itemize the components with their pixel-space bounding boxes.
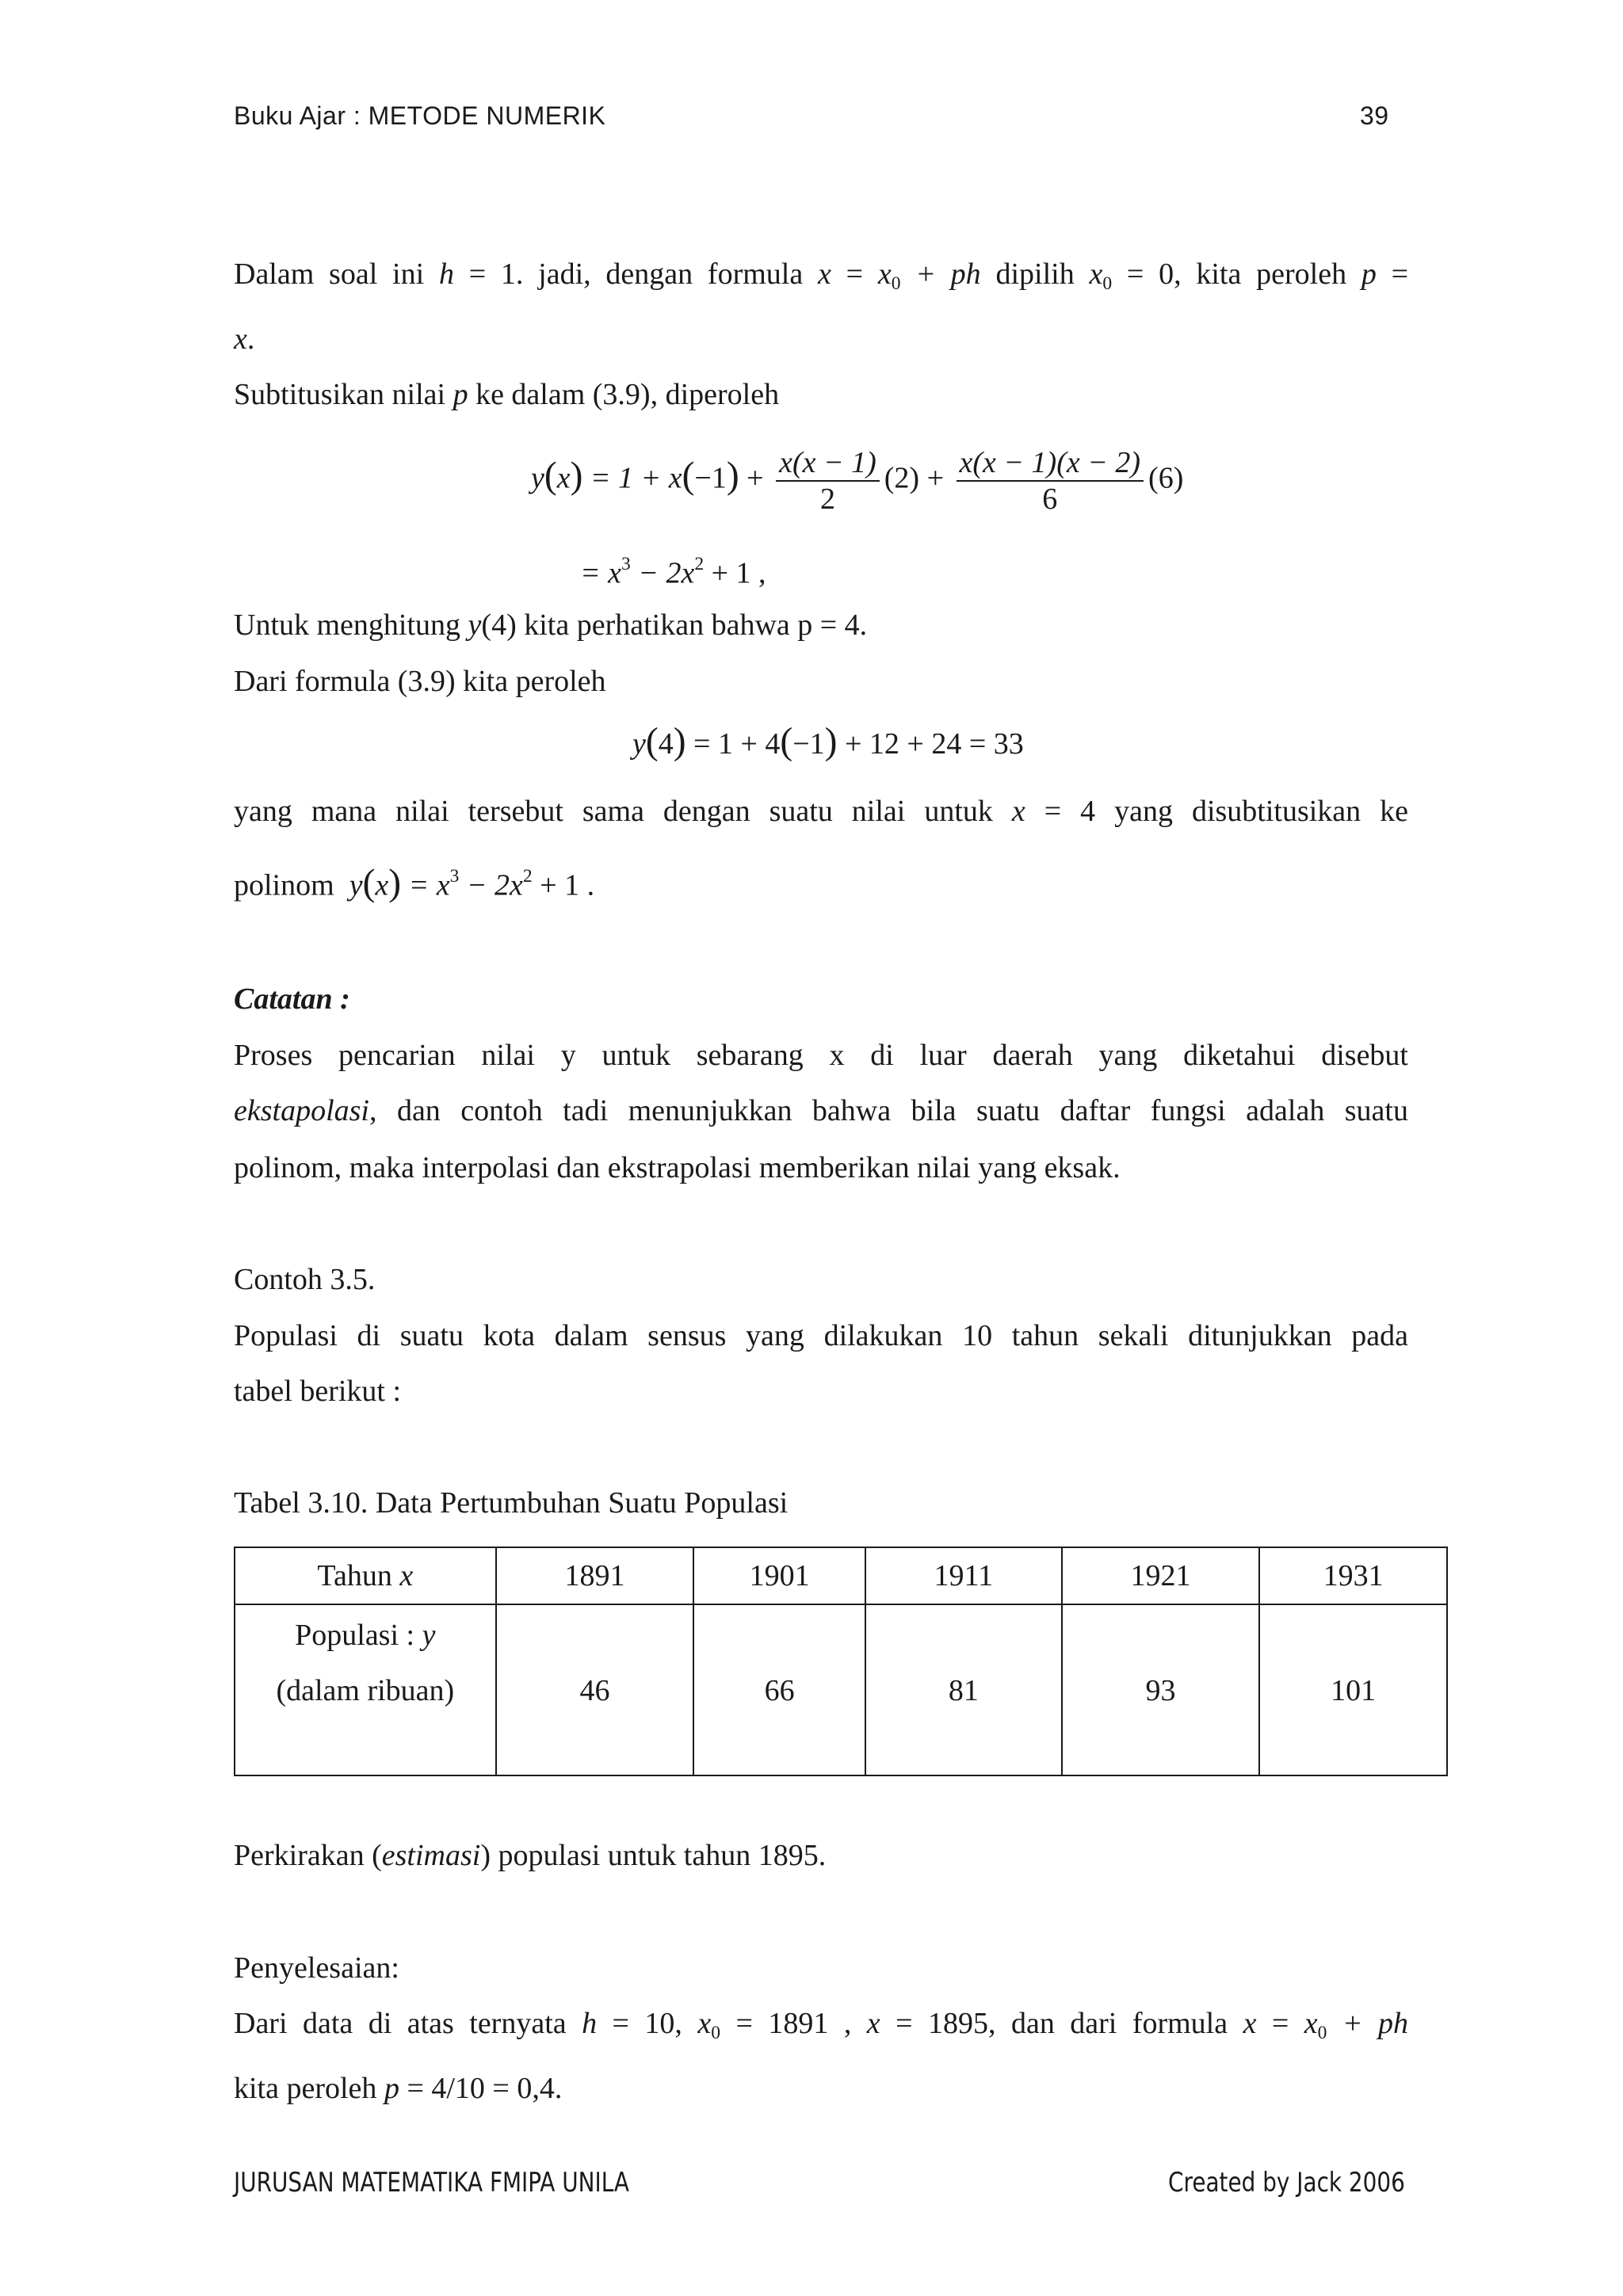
example-heading: Contoh 3.5. [234,1263,376,1296]
table-row [235,1604,1447,1775]
text-run: = [1391,257,1409,291]
table-caption: Tabel 3.10. Data Pertumbuhan Suatu Populasi [234,1486,789,1520]
paragraph-line: Dari formula (3.9) kita peroleh [234,665,606,698]
table-header-cell: Populasi : y (dalam ribuan) [235,1604,496,1775]
table-cell: 1901 [693,1547,865,1604]
table-cell: 101 [1259,1604,1447,1775]
running-header: Buku Ajar : METODE NUMERIK [234,101,606,130]
paragraph-line: polinom, maka interpolasi dan ekstrapolasi memberikan nilai yang eksak. [234,1151,1121,1184]
equation-y4: y(4) = 1 + 4(−1) + 12 + 24 = 33 [632,721,1024,762]
paragraph-line: x. [234,322,255,356]
formula-inline: $x = x_0$ + ph [1243,2007,1408,2044]
table-cell: 1931 [1259,1547,1447,1604]
equation-polynomial: = $x^3 - 2x^2 + 1$ , [580,554,766,590]
text-run: dipilih [995,257,1075,291]
paragraph-line: yang mana nilai tersebut sama dengan suatu nilai untuk x = 4 yang disubtitusikan ke [234,795,1409,828]
fraction: $\frac{x(x - 1)}{2}$ [776,445,880,517]
table-header-cell: Tahun x [235,1547,496,1604]
table-cell: 1891 [496,1547,694,1604]
text-run: Dalam soal ini [234,257,425,291]
paragraph-line: polinom $y(x) = x^3 - 2x^2 + 1$ . [234,862,595,904]
paragraph-line: Untuk menghitung y(4) kita perhatikan bahwa p = 4. [234,608,868,642]
paragraph-line: ekstapolasi, dan contoh tadi menunjukkan bahwa bila suatu daftar fungsi adalah suatu [234,1094,1408,1127]
table-cell: 81 [865,1604,1062,1775]
table-cell: 1911 [865,1547,1062,1604]
table-row [235,1547,1447,1604]
page-number: 39 [1360,101,1389,130]
table-cell: 66 [693,1604,865,1775]
paragraph-line [234,255,1408,303]
paragraph-line: tabel berikut : [234,1375,402,1408]
paragraph-line: Proses pencarian nilai y untuk sebarang x di luar daerah yang diketahui disebut [234,1039,1408,1072]
footer-department: JURUSAN MATEMATIKA FMIPA UNILA [234,2167,629,2199]
note-heading: Catatan : [234,982,350,1016]
population-table [234,1547,1448,1776]
solution-heading: Penyelesaian: [234,1951,399,1985]
text-run: = 1. jadi, dengan formula [453,257,804,291]
paragraph-line: Populasi di suatu kota dalam sensus yang dilakukan 10 tahun sekali ditunjukkan pada [234,1319,1408,1352]
table-cell: 46 [496,1604,694,1775]
x0-equals: $x_0 = 0$ [1089,257,1174,295]
equation-y-x: y(x) = 1 + x(−1) + $\frac{x(x - 1)}{2}$ (2) + $\frac{x(x - 1)(x - 2)}{6}$ (6) [531,446,1184,516]
text-run: h [438,257,454,291]
formula-inline: $x = x_0$ + ph [818,257,981,295]
paragraph-line: Subtitusikan nilai p ke dalam (3.9), diperoleh [234,378,780,411]
paragraph-line: kita peroleh p = 4/10 = 0,4. [234,2072,563,2105]
text-run: p [1361,257,1377,291]
paragraph-line: Dari data di atas ternyata h = 10, $x_0 = 1891$ , x = 1895, dan dari formula $x = x_0$ + ph [234,2007,1408,2044]
table-cell: 93 [1062,1604,1260,1775]
paragraph-line: Perkirakan (estimasi) populasi untuk tahun 1895. [234,1839,827,1872]
fraction: $\frac{x(x - 1)(x - 2)}{6}$ [957,445,1144,517]
footer-credit: Created by Jack 2006 [1168,2167,1405,2199]
table-cell: 1921 [1062,1547,1260,1604]
text-run: , kita peroleh [1174,257,1347,291]
